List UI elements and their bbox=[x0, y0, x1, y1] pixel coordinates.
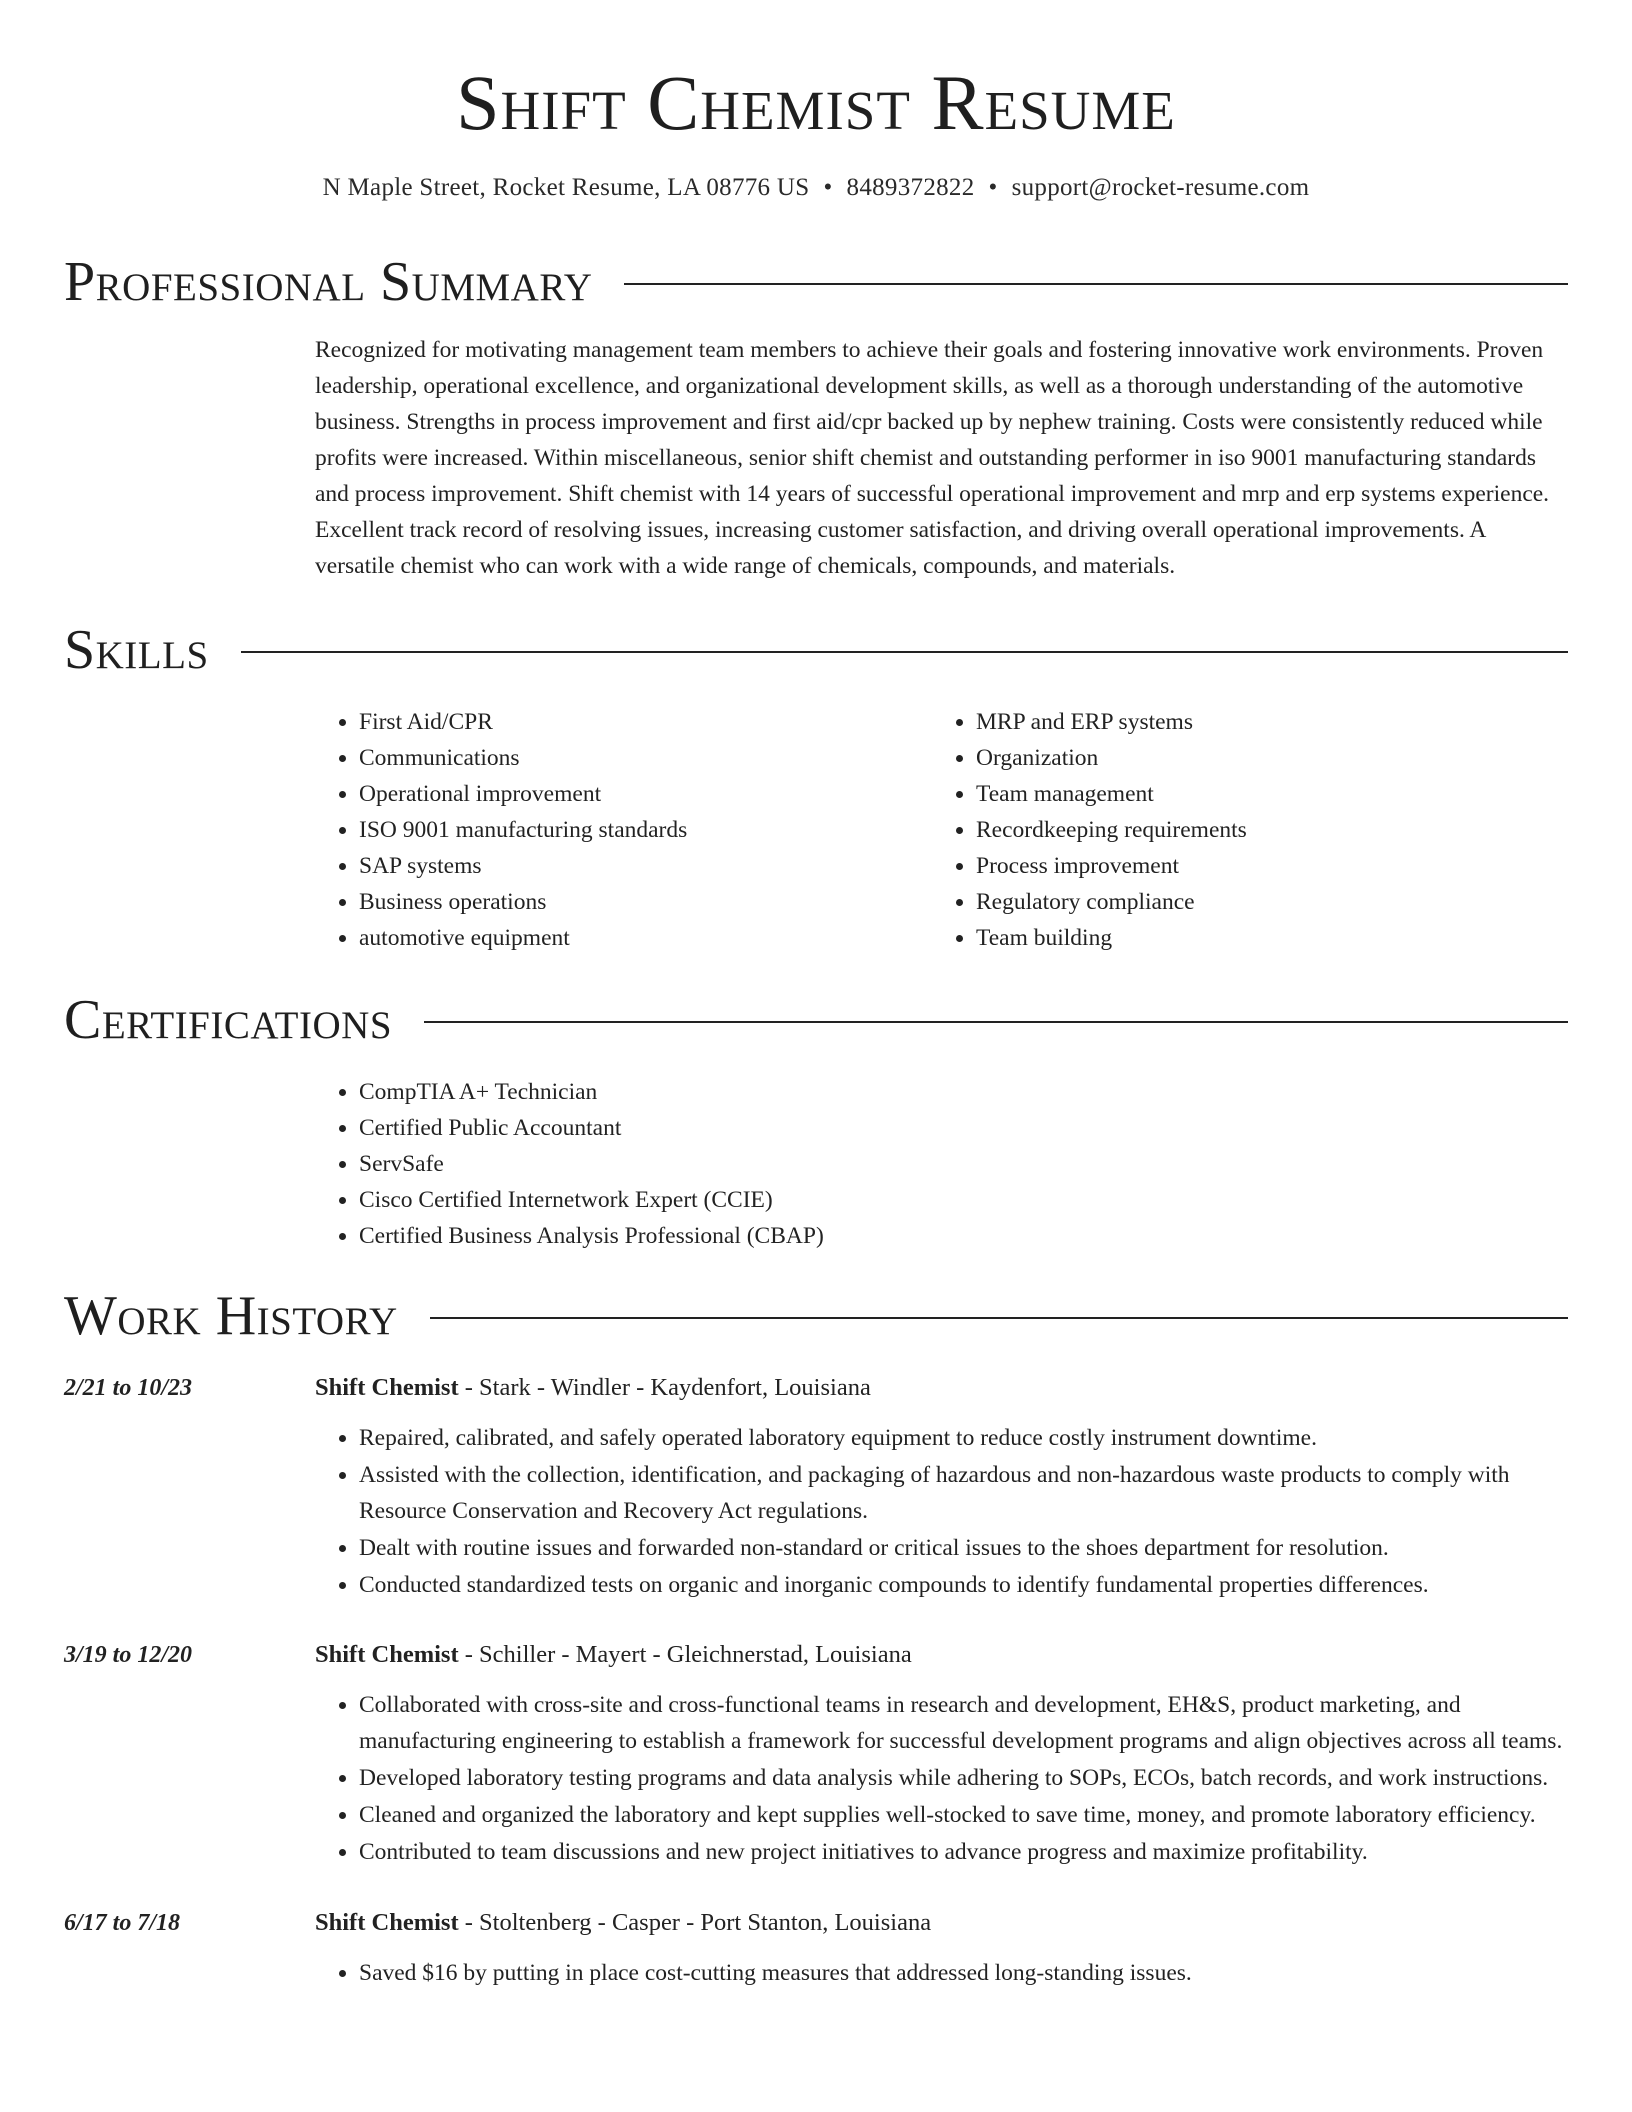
skills-list bbox=[315, 704, 1568, 956]
job-content bbox=[315, 1370, 1568, 1604]
job-bullet: • Collaborated with cross-site and cross-functional teams in research and development, EH&S, product marketing, and manufacturing engineering to establish a framework for successful development programs and align objectives across all teams. bbox=[359, 1687, 1568, 1759]
job-entry bbox=[64, 1905, 1568, 1992]
job-bullet: • Cleaned and organized the laboratory and kept supplies well-stocked to save time, money, and promote laboratory efficiency. bbox=[359, 1797, 1568, 1833]
certification-item: • ServSafe bbox=[359, 1146, 1568, 1182]
section-heading: Work History bbox=[64, 1285, 398, 1347]
certifications-items bbox=[315, 1074, 1568, 1254]
job-title: Shift Chemist bbox=[315, 1374, 459, 1401]
section-professional-summary bbox=[64, 251, 1568, 313]
skill-item: • ISO 9001 manufacturing standards bbox=[359, 812, 932, 848]
skill-item: • Business operations bbox=[359, 884, 932, 920]
job-bullet: • Developed laboratory testing programs and data analysis while adhering to SOPs, ECOs, batch records, and work instructions. bbox=[359, 1760, 1568, 1796]
skill-item: • First Aid/CPR bbox=[359, 704, 932, 740]
section-heading: Skills bbox=[64, 619, 209, 681]
job-bullets bbox=[315, 1420, 1568, 1603]
skill-item: • Regulatory compliance bbox=[976, 884, 1247, 920]
job-dates: 3/19 to 12/20 bbox=[64, 1642, 193, 1668]
skills-column-left bbox=[315, 704, 932, 956]
job-employer: - Stark - Windler - Kaydenfort, Louisiana bbox=[458, 1374, 871, 1401]
section-divider bbox=[430, 1317, 1568, 1319]
skills-column-right bbox=[932, 704, 1247, 956]
job-bullets bbox=[315, 1687, 1568, 1870]
contact-separator: • bbox=[823, 174, 833, 201]
job-employer: - Stoltenberg - Casper - Port Stanton, Louisiana bbox=[458, 1909, 932, 1936]
skill-item: • Operational improvement bbox=[359, 776, 932, 812]
skill-item: • Team management bbox=[976, 776, 1247, 812]
skill-item: • Communications bbox=[359, 740, 932, 776]
certification-item: • CompTIA A+ Technician bbox=[359, 1074, 1568, 1110]
job-title: Shift Chemist bbox=[315, 1641, 459, 1668]
job-title-line bbox=[315, 1905, 1568, 1941]
skill-item: • Organization bbox=[976, 740, 1247, 776]
contact-line bbox=[0, 174, 1632, 202]
job-title-line bbox=[315, 1637, 1568, 1673]
section-heading: Certifications bbox=[64, 989, 393, 1051]
job-bullet: • Repaired, calibrated, and safely operated laboratory equipment to reduce costly instrument downtime. bbox=[359, 1420, 1568, 1456]
job-entry bbox=[64, 1637, 1568, 1871]
section-work-history bbox=[64, 1285, 1568, 1347]
job-entry bbox=[64, 1370, 1568, 1604]
contact-separator: • bbox=[988, 174, 998, 201]
job-bullet: • Conducted standardized tests on organic and inorganic compounds to identify fundamental properties differences. bbox=[359, 1567, 1568, 1603]
section-divider bbox=[424, 1021, 1568, 1023]
contact-address: N Maple Street, Rocket Resume, LA 08776 US bbox=[322, 174, 810, 201]
certification-item: • Cisco Certified Internetwork Expert (CCIE) bbox=[359, 1182, 1568, 1218]
certification-item: • Certified Business Analysis Professional (CBAP) bbox=[359, 1218, 1568, 1254]
contact-phone: 8489372822 bbox=[846, 174, 975, 201]
skill-item: • Process improvement bbox=[976, 848, 1247, 884]
job-bullet: • Assisted with the collection, identification, and packaging of hazardous and non-hazardous waste products to comply with Resource Conservation and Recovery Act regulations. bbox=[359, 1457, 1568, 1529]
job-bullets bbox=[315, 1955, 1568, 1991]
job-bullet: • Contributed to team discussions and new project initiatives to advance progress and maximize profitability. bbox=[359, 1834, 1568, 1870]
skill-item: • Recordkeeping requirements bbox=[976, 812, 1247, 848]
job-bullet: • Saved $16 by putting in place cost-cutting measures that addressed long-standing issues. bbox=[359, 1955, 1568, 1991]
skill-item: • SAP systems bbox=[359, 848, 932, 884]
section-divider bbox=[624, 283, 1568, 285]
job-title: Shift Chemist bbox=[315, 1909, 459, 1936]
job-content bbox=[315, 1637, 1568, 1871]
section-heading: Professional Summary bbox=[64, 251, 593, 313]
job-content bbox=[315, 1905, 1568, 1992]
job-employer: - Schiller - Mayert - Gleichnerstad, Louisiana bbox=[458, 1641, 912, 1668]
section-divider bbox=[241, 651, 1568, 653]
certification-item: • Certified Public Accountant bbox=[359, 1110, 1568, 1146]
job-dates: 6/17 to 7/18 bbox=[64, 1910, 181, 1936]
skill-item: • automotive equipment bbox=[359, 920, 932, 956]
skill-item: • MRP and ERP systems bbox=[976, 704, 1247, 740]
summary-text: Recognized for motivating management team members to achieve their goals and fostering innovative work environments. Proven leadership, operational excellence, and organizational development skills, as well as a thorough understanding of the automotive business. Strengths in process improvement and first aid/cpr backed up by nephew training. Costs were consistently reduced while profits were increased. Within miscellaneous, senior shift chemist and outstanding performer in iso 9001 manufacturing standards and process improvement. Shift chemist with 14 years of successful operational improvement and mrp and erp systems experience. Excellent track record of resolving issues, increasing customer satisfaction, and driving overall operational improvements. A versatile chemist who can work with a wide range of chemicals, compounds, and materials. bbox=[315, 337, 1550, 579]
section-certifications bbox=[64, 989, 1568, 1051]
section-skills bbox=[64, 619, 1568, 681]
resume-title: Shift Chemist Resume bbox=[456, 59, 1176, 146]
job-bullet: • Dealt with routine issues and forwarded non-standard or critical issues to the shoes department for resolution. bbox=[359, 1530, 1568, 1566]
certifications-list bbox=[315, 1074, 1568, 1254]
skill-item: • Team building bbox=[976, 920, 1247, 956]
job-dates: 2/21 to 10/23 bbox=[64, 1375, 193, 1401]
contact-email: support@rocket-resume.com bbox=[1011, 174, 1310, 201]
job-title-line bbox=[315, 1370, 1568, 1406]
